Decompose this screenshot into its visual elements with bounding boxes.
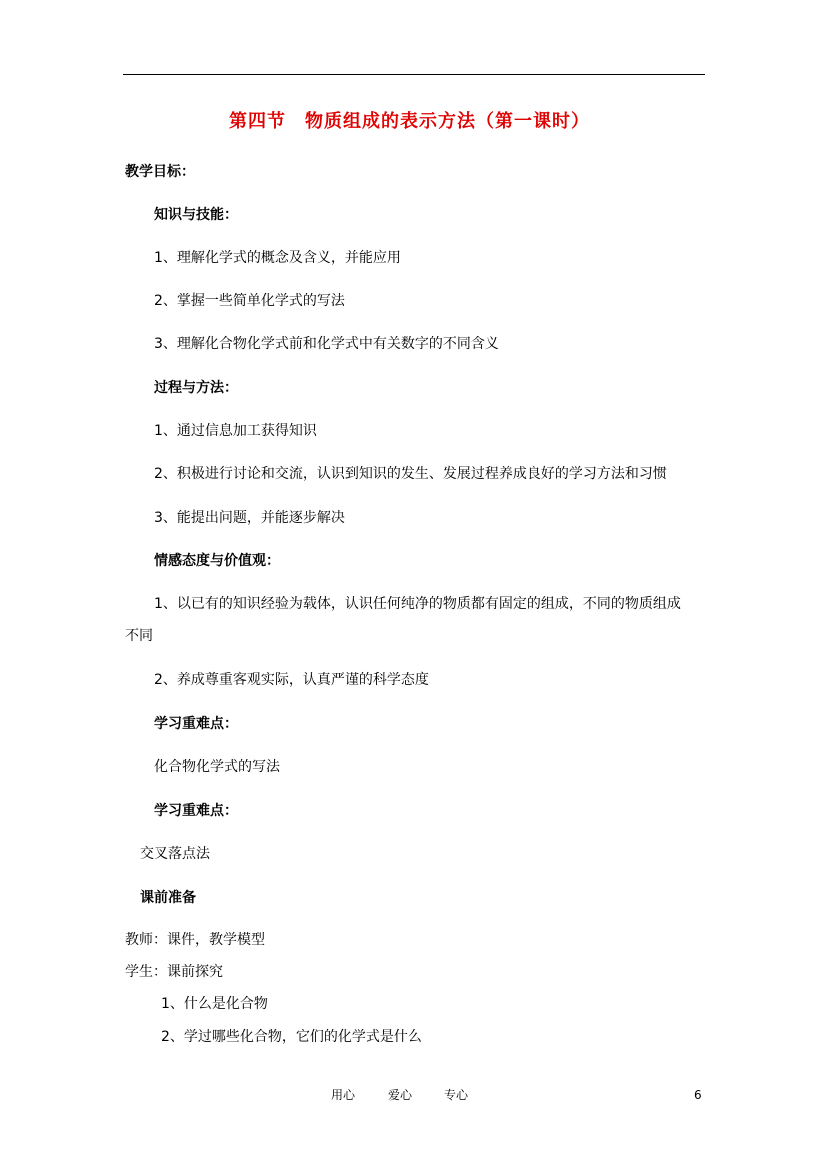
key-points-heading: 学习重难点：: [154, 716, 238, 732]
document-title: 第四节 物质组成的表示方法（第一课时）: [229, 111, 590, 132]
key-points-heading: 学习重难点：: [154, 803, 238, 819]
preparation-heading: 课前准备: [140, 890, 196, 906]
emotion-item-line1: 1、以已有的知识经验为载体，认识任何纯净的物质都有固定的组成，不同的物质组成: [154, 596, 681, 612]
process-item: 1、通过信息加工获得知识: [154, 423, 317, 439]
teaching-goals-heading: 教学目标：: [125, 164, 195, 180]
process-item: 3、能提出问题，并能逐步解决: [154, 510, 345, 526]
key-points-text: 化合物化学式的写法: [154, 759, 280, 775]
emotion-values-heading: 情感态度与价值观：: [154, 553, 280, 569]
knowledge-skills-heading: 知识与技能：: [154, 207, 238, 223]
key-points-text: 交叉落点法: [140, 846, 210, 862]
teacher-preparation: 教师：课件，教学模型: [125, 932, 265, 948]
emotion-item-line2: 不同: [125, 628, 153, 644]
header-rule: [123, 74, 705, 75]
knowledge-item: 3、理解化合物化学式前和化学式中有关数字的不同含义: [154, 336, 499, 352]
page-number: 6: [694, 1088, 702, 1102]
knowledge-item: 1、理解化学式的概念及含义，并能应用: [154, 250, 401, 266]
preparation-item: 2、学过哪些化合物，它们的化学式是什么: [161, 1029, 422, 1045]
footer-word: 爱心: [388, 1088, 413, 1102]
process-item: 2、积极进行讨论和交流，认识到知识的发生、发展过程养成良好的学习方法和习惯: [154, 466, 667, 482]
knowledge-item: 2、掌握一些简单化学式的写法: [154, 293, 345, 309]
preparation-item: 1、什么是化合物: [161, 996, 268, 1012]
student-preparation: 学生：课前探究: [125, 964, 223, 980]
emotion-item: 2、养成尊重客观实际，认真严谨的科学态度: [154, 672, 429, 688]
footer-word: 专心: [444, 1088, 469, 1102]
footer-word: 用心: [331, 1088, 356, 1102]
process-method-heading: 过程与方法：: [154, 380, 238, 396]
